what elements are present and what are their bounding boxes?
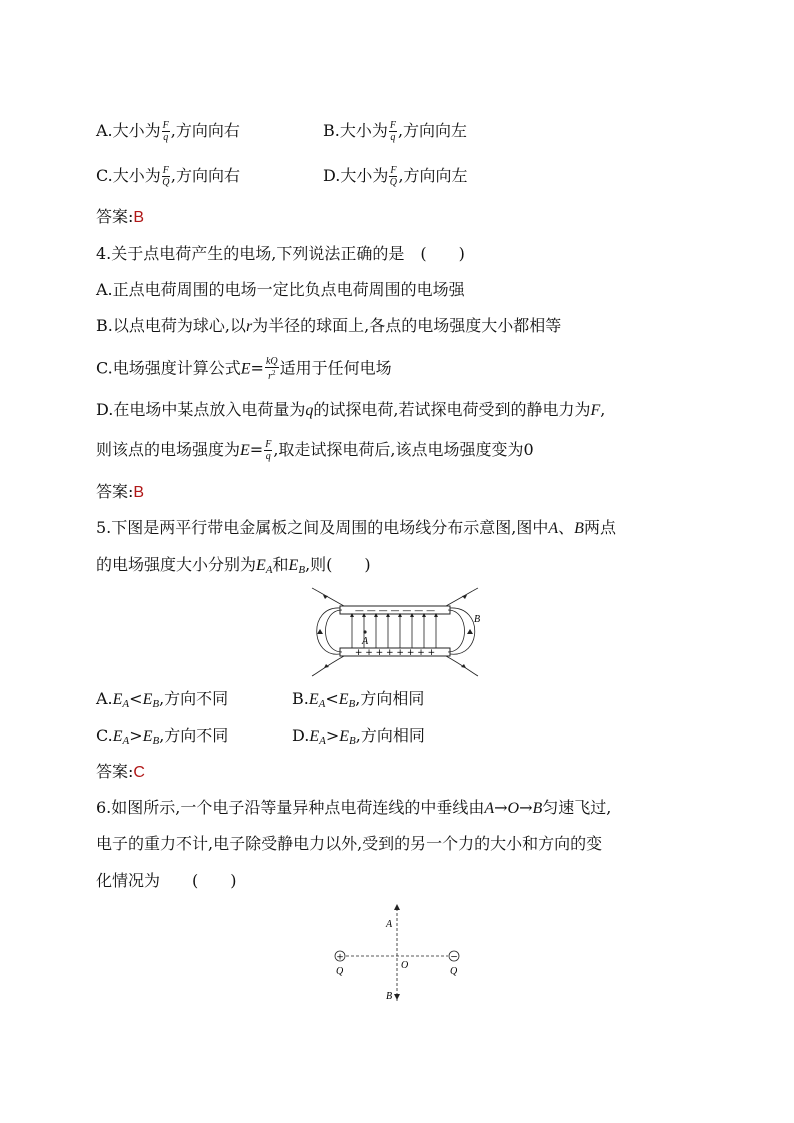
exponent: 2 xyxy=(271,369,276,377)
q5-option-c xyxy=(96,726,228,751)
symbol-r: r xyxy=(245,318,253,335)
q5-option-b xyxy=(292,689,424,714)
denominator-base: r xyxy=(268,371,272,382)
option-text: ,方向相同 xyxy=(355,689,425,708)
symbol-q: q xyxy=(305,402,314,419)
arrow-down-bottom xyxy=(394,994,400,1000)
option-text: A.大小为 xyxy=(96,121,161,140)
numerator: F xyxy=(162,120,169,131)
relation: < xyxy=(325,689,339,708)
stem-text: 5.下图是两平行带电金属板之间及周围的电场线分布示意图,图中 xyxy=(96,518,549,537)
option-text: ,方向向左 xyxy=(397,121,468,140)
option-text: 的试探电荷,若试探电荷受到的静电力为 xyxy=(313,400,591,419)
subscript-A: A xyxy=(265,564,273,576)
q3-answer xyxy=(96,207,144,228)
answer-label: 答案: xyxy=(96,482,134,501)
option-text: ,方向不同 xyxy=(159,689,229,708)
answer-value: B xyxy=(133,484,145,501)
symbol-E: E xyxy=(256,557,266,574)
numerator: kQ xyxy=(265,356,278,367)
fraction-f-over-Q xyxy=(162,165,170,188)
fringe-field-lines xyxy=(312,588,481,676)
subscript-B: B xyxy=(349,735,356,747)
point-A xyxy=(363,630,366,633)
q5-option-a xyxy=(96,689,228,714)
symbol-E: E xyxy=(309,728,320,745)
q4-option-a: A.正点电荷周围的电场一定比负点电荷周围的电场强 xyxy=(96,280,465,299)
option-letter: C. xyxy=(96,726,113,745)
label-B: B xyxy=(474,614,481,625)
answer-label: 答案: xyxy=(96,207,134,226)
denominator: Q xyxy=(389,177,398,188)
q5-option-d xyxy=(292,726,425,751)
option-text: C.电场强度计算公式 xyxy=(96,358,241,378)
q4-answer xyxy=(96,482,144,503)
option-text: D.在电场中某点放入电荷量为 xyxy=(96,400,306,419)
numerator: F xyxy=(162,165,169,176)
numerator: F xyxy=(265,439,272,450)
symbol-F: F xyxy=(590,402,601,419)
q3-option-b xyxy=(323,120,467,143)
option-text: 则该点的电场强度为 xyxy=(96,440,241,459)
symbol-E: E xyxy=(338,691,349,708)
minus-sign: − xyxy=(450,952,458,963)
label-Q-left: Q xyxy=(336,966,344,977)
stem-text: 的电场强度大小分别为 xyxy=(96,555,257,574)
q5-answer xyxy=(96,762,145,783)
option-letter: A. xyxy=(96,689,113,708)
subscript-A: A xyxy=(319,735,326,747)
subscript-B: B xyxy=(152,735,160,747)
fraction-kq-over-r2 xyxy=(265,356,279,382)
option-text: D.大小为 xyxy=(323,166,389,185)
q5-stem-line1 xyxy=(96,518,616,539)
symbol-E: E xyxy=(240,442,250,459)
positive-charges: + + + + + + + + xyxy=(354,648,436,658)
fraction-f-over-q xyxy=(162,120,170,143)
parallel-plates-figure xyxy=(306,586,496,678)
subscript-B: B xyxy=(298,564,306,576)
relation: > xyxy=(129,726,143,745)
subscript-A: A xyxy=(122,735,130,747)
stem-text: 匀速飞过, xyxy=(542,798,612,817)
arrow: → xyxy=(494,798,508,817)
q6-stem-line1 xyxy=(96,798,611,819)
equals-sign: = xyxy=(250,358,264,378)
denominator: q xyxy=(163,132,169,143)
denominator: q xyxy=(390,132,396,143)
q3-option-d xyxy=(323,165,468,188)
q4-option-d-line1 xyxy=(96,400,605,421)
q4-option-c xyxy=(96,356,392,382)
symbol-B: B xyxy=(532,800,543,817)
symbol-E: E xyxy=(308,691,319,708)
stem-text: 6.如图所示,一个电子沿等量异种点电荷连线的中垂线由 xyxy=(96,798,485,817)
denominator: q xyxy=(265,451,271,462)
q6-stem-line2: 电子的重力不计,电子除受静电力以外,受到的另一个力的大小和方向的变 xyxy=(96,834,603,853)
fraction-f-over-q xyxy=(389,120,397,143)
option-text: B.以点电荷为球心,以 xyxy=(96,316,246,335)
symbol-E: E xyxy=(112,691,123,708)
q4-option-b xyxy=(96,316,561,337)
label-B: B xyxy=(386,991,393,1002)
equals-sign: = xyxy=(249,440,264,459)
arrow-up-top xyxy=(394,904,400,910)
option-text: ,方向向右 xyxy=(170,166,240,185)
numerator: F xyxy=(390,165,397,176)
option-text: , xyxy=(600,400,606,419)
option-letter: D. xyxy=(292,726,310,745)
answer-value: C xyxy=(133,764,145,781)
q6-stem-line3: 化情况为 ( ) xyxy=(96,871,237,890)
arrow: → xyxy=(519,798,533,817)
relation: < xyxy=(129,689,143,708)
symbol-A: A xyxy=(548,520,559,537)
label-A: A xyxy=(386,919,393,930)
denominator: Q xyxy=(162,177,170,188)
symbol-E: E xyxy=(339,728,350,745)
symbol-E: E xyxy=(112,728,123,745)
q3-option-a xyxy=(96,120,240,143)
subscript-B: B xyxy=(348,698,356,710)
q4-stem: 4.关于点电荷产生的电场,下列说法正确的是 ( ) xyxy=(96,244,465,263)
option-text: B.大小为 xyxy=(323,121,388,140)
label-A: A xyxy=(362,636,369,647)
separator: 、 xyxy=(558,518,575,537)
option-text: 为半径的球面上,各点的电场强度大小都相等 xyxy=(252,316,562,335)
symbol-E: E xyxy=(142,691,153,708)
label-Q-right: Q xyxy=(450,966,458,977)
q4-option-d-line2 xyxy=(96,439,534,462)
stem-text: 两点 xyxy=(583,518,616,537)
fraction-f-over-q xyxy=(264,439,272,462)
numerator: F xyxy=(389,120,396,131)
symbol-O: O xyxy=(507,800,520,817)
option-text: 适用于任何电场 xyxy=(279,358,392,378)
stem-text: ,则( ) xyxy=(305,555,371,574)
dashed-lines xyxy=(346,908,448,1002)
option-text: ,方向向左 xyxy=(398,166,468,185)
symbol-E: E xyxy=(288,557,299,574)
label-O: O xyxy=(401,960,409,971)
symbol-E: E xyxy=(142,728,153,745)
dipole-bisector-figure xyxy=(326,902,466,1006)
option-text: C.大小为 xyxy=(96,166,161,185)
option-letter: B. xyxy=(292,689,309,708)
subscript-A: A xyxy=(122,698,130,710)
relation: > xyxy=(325,726,340,745)
answer-value: B xyxy=(133,209,145,226)
subscript-B: B xyxy=(152,698,160,710)
negative-charges: — — — — — — — xyxy=(354,606,436,616)
subscript-A: A xyxy=(318,698,326,710)
fraction-f-over-Q xyxy=(389,165,397,188)
symbol-B: B xyxy=(574,520,584,537)
option-text: ,取走试探电荷后,该点电场强度变为0 xyxy=(273,440,534,459)
q5-stem-line2 xyxy=(96,555,371,580)
option-text: ,方向不同 xyxy=(159,726,229,745)
q3-option-c xyxy=(96,165,240,188)
answer-label: 答案: xyxy=(96,762,134,781)
symbol-E: E xyxy=(240,360,251,378)
plus-sign: + xyxy=(336,952,344,963)
denominator xyxy=(268,368,275,382)
option-text: ,方向相同 xyxy=(355,726,425,745)
symbol-A: A xyxy=(484,800,495,817)
option-text: ,方向向右 xyxy=(170,121,240,140)
stem-text: 和 xyxy=(272,555,289,574)
